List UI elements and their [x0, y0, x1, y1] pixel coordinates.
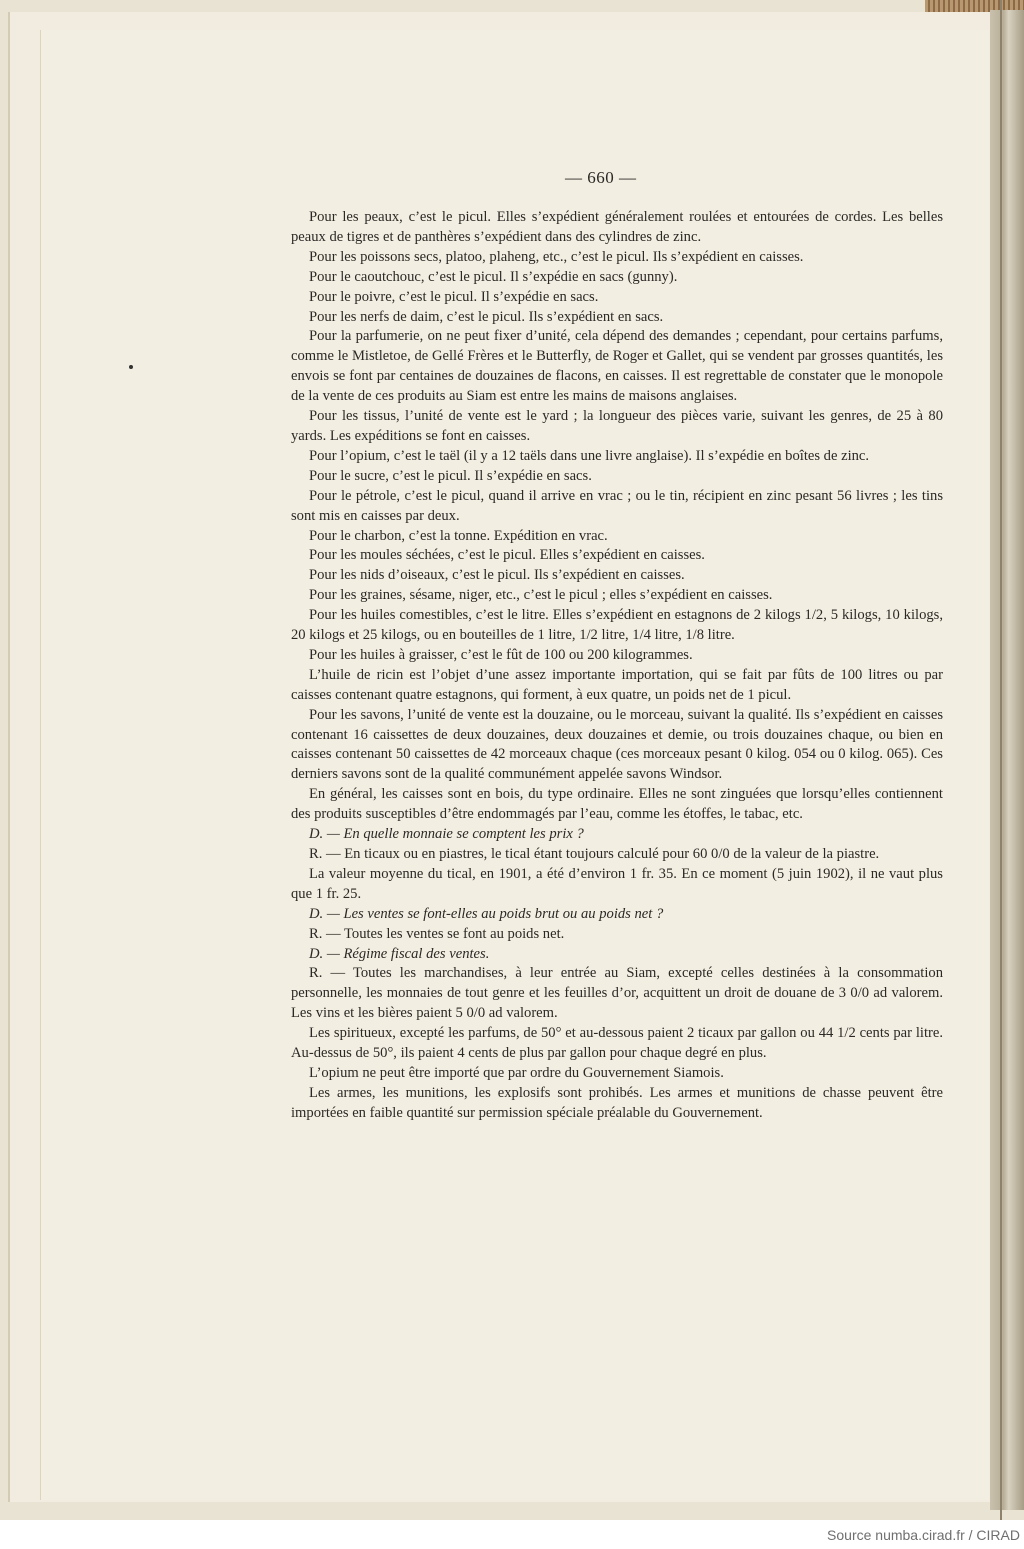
paragraph: Pour le caoutchouc, c’est le picul. Il s’expédie en sacs (gunny).: [309, 268, 678, 285]
page-stack-edge: [990, 10, 1024, 1510]
paragraph: Pour les tissus, l’unité de vente est le yard ; la longueur des pièces varie, suivant les genres, de 25 à 80 yards. Les expéditions se font en caisses.: [291, 408, 943, 444]
paragraph: La valeur moyenne du tical, en 1901, a été d’environ 1 fr. 35. En ce moment (5 juin 1902), il ne vaut plus que 1 fr. 25.: [291, 865, 943, 902]
question-paragraph: D. — En quelle monnaie se comptent les prix ?: [309, 826, 584, 843]
paragraph: L’huile de ricin est l’objet d’une assez importante importation, qui se fait par fûts de 100 litres ou par caisses contenant quatre estagnons, qui forment, à eux quatre, un poids net de 1 picul.: [291, 666, 943, 703]
body-text: [291, 208, 943, 1124]
page-edge-line: [1000, 0, 1002, 1520]
page-number: — 660 —: [565, 168, 637, 187]
answer-paragraph: R. — Toutes les marchandises, à leur entrée au Siam, excepté celles destinées à la consommation personnelle, les monnaies de tout genre et les feuilles d’or, acquittent un droit de douane de 3 0/0 ad valorem. Les vins et les bières paient 5 0/0 ad valorem.: [291, 965, 943, 1022]
paragraph: Pour les peaux, c’est le picul. Elles s’expédient généralement roulées et entourées de cordes. Les belles peaux de tigres et de panthères s’expédient dans des cylindres de zinc.: [291, 209, 943, 245]
paragraph: Pour les huiles comestibles, c’est le litre. Elles s’expédient en estagnons de 2 kilogs 1/2, 5 kilogs, 10 kilogs, 20 kilogs et 25 kilogs, ou en bouteilles de 1 litre, 1/2 litre, 1/4 litre, 1/8 litre.: [291, 607, 943, 644]
paragraph: Les spiritueux, excepté les parfums, de 50° et au-dessous paient 2 ticaux par gallon ou 44 1/2 cents par litre. Au-dessus de 50°, ils paient 4 cents de plus par gallon pour chaque degré en plus.: [291, 1025, 943, 1062]
paragraph: Les armes, les munitions, les explosifs sont prohibés. Les armes et munitions de chasse peuvent être importées en faible quantité sur permission spéciale préalable du Gouvernement.: [291, 1084, 943, 1121]
paragraph: Pour les nids d’oiseaux, c’est le picul. Ils s’expédient en caisses.: [309, 567, 685, 584]
paragraph: Pour les nerfs de daim, c’est le picul. Ils s’expédient en sacs.: [309, 308, 664, 325]
paragraph: Pour la parfumerie, on ne peut fixer d’unité, cela dépend des demandes ; cependant, pour certains parfums, comme le Mistletoe, de Gellé Frères et le Butterfly, de Roger et Gallet, qui se vendent par grosses quantités, les envois se font par centaines de douzaines de flacons, en caisses. Il est regrettable de constater que le monopole de la vente de ces produits au Siam est entre les mains de maisons anglaises.: [291, 328, 943, 405]
paragraph: Pour le sucre, c’est le picul. Il s’expédie en sacs.: [309, 467, 592, 484]
question-paragraph: D. — Régime fiscal des ventes.: [309, 945, 490, 962]
paragraph: Pour les huiles à graisser, c’est le fût de 100 ou 200 kilogrammes.: [309, 646, 693, 663]
paragraph: L’opium ne peut être importé que par ordre du Gouvernement Siamois.: [309, 1064, 724, 1081]
paragraph: Pour l’opium, c’est le taël (il y a 12 taëls dans une livre anglaise). Il s’expédie en boîtes de zinc.: [309, 447, 870, 464]
ink-speck: [129, 365, 133, 369]
paragraph: Pour le charbon, c’est la tonne. Expédition en vrac.: [309, 527, 608, 544]
paragraph: En général, les caisses sont en bois, du type ordinaire. Elles ne sont zinguées que lorsqu’elles contiennent des produits susceptibles d’être endommagés par l’eau, comme les étoffes, le tabac, etc.: [291, 786, 943, 823]
paragraph: Pour les graines, sésame, niger, etc., c’est le picul ; elles s’expédient en caisses.: [309, 587, 773, 604]
paragraph: Pour les poissons secs, platoo, plaheng, etc., c’est le picul. Ils s’expédient en caisses.: [309, 248, 804, 265]
answer-paragraph: R. — Toutes les ventes se font au poids net.: [309, 925, 565, 942]
question-paragraph: D. — Les ventes se font-elles au poids brut ou au poids net ?: [309, 905, 664, 922]
paragraph: Pour les savons, l’unité de vente est la douzaine, ou le morceau, suivant la qualité. Ils s’expédient en caisses contenant 16 caissettes de deux douzaines, deux douzaines et demie, ou trois douzaines chaque, ou bien en caisses contenant 50 caissettes de 42 morceaux chaque (ces morceaux pesant 0 kilog. 054 ou 0 kilog. 065). Ces derniers savons sont de la qualité communément appelée savons Windsor.: [291, 706, 943, 783]
paragraph: Pour le pétrole, c’est le picul, quand il arrive en vrac ; ou le tin, récipient en zinc pesant 56 livres ; les tins sont mis en caisses par deux.: [291, 487, 943, 524]
paragraph: Pour les moules séchées, c’est le picul. Elles s’expédient en caisses.: [309, 547, 705, 564]
source-credit: Source numba.cirad.fr / CIRAD: [827, 1527, 1020, 1543]
answer-paragraph: R. — En ticaux ou en piastres, le tical étant toujours calculé pour 60 0/0 de la valeur de la piastre.: [309, 846, 880, 862]
paragraph: Pour le poivre, c’est le picul. Il s’expédie en sacs.: [309, 288, 599, 305]
